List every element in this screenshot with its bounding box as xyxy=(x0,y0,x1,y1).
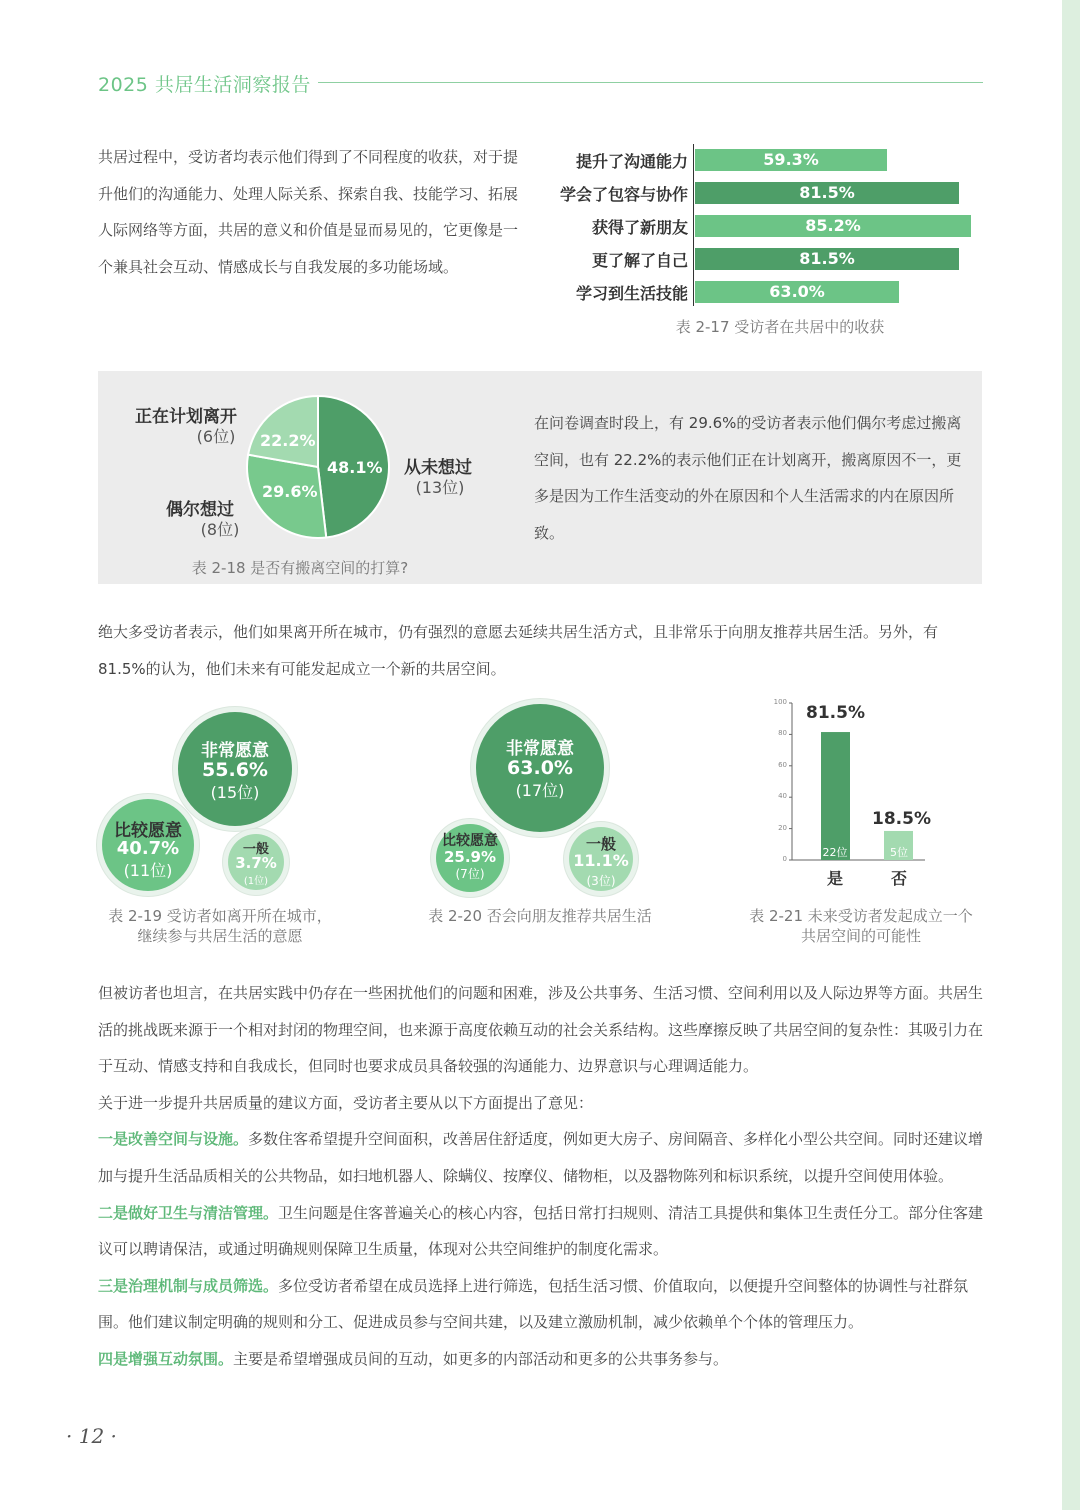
pie-label: 从未想过 xyxy=(404,458,472,478)
suggestion-text: 多数住客希望提升空间面积，改善居住舒适度，例如更大房子、房间隔音、多样化小型公共空间。同时还建议增加与提升生活品质相关的公共物品，如扫地机器人、除螨仪、按摩仪、储物柜，以及器物陈列和标识系统，以提升空间使用体验。 xyxy=(98,1130,984,1185)
pie-pct-label: 22.2% xyxy=(260,431,316,450)
y-tick-label: 20 xyxy=(778,823,787,832)
suggestion-text: 主要是希望增强成员间的互动，如更多的内部活动和更多的公共事务参与。 xyxy=(233,1349,729,1368)
pie-pct-label: 48.1% xyxy=(327,458,383,477)
bar-category-label: 是 xyxy=(827,869,844,888)
pie-count: (13位) xyxy=(415,478,465,497)
bar-value-label: 81.5% xyxy=(799,249,855,268)
bar-label: 学会了包容与协作 xyxy=(559,185,688,204)
chart-caption-line: 共居空间的可能性 xyxy=(800,927,921,945)
chart-caption: 表 2-17 受访者在共居中的收获 xyxy=(675,318,885,336)
page-header-title: 2025 共居生活洞察报告 xyxy=(98,74,311,96)
bar-label: 更了解了自己 xyxy=(591,251,688,270)
chart-caption: 表 2-20 否会向朋友推荐共居生活 xyxy=(428,907,652,925)
suggestion-4 xyxy=(98,1341,988,1378)
bubble-count: (15位) xyxy=(210,783,260,802)
bar-value-label: 18.5% xyxy=(872,809,931,829)
bar-value-label: 59.3% xyxy=(763,150,819,169)
bubble-count: (17位) xyxy=(515,781,565,800)
bubble-pct: 63.0% xyxy=(507,757,573,779)
bar-label: 学习到生活技能 xyxy=(575,284,688,303)
bar-label: 提升了沟通能力 xyxy=(575,152,688,171)
pie-label: 正在计划离开 xyxy=(135,407,237,427)
page-number: · 12 · xyxy=(66,1424,117,1448)
bubble-label: 比较愿意 xyxy=(114,821,182,841)
suggestion-title: 四是增强互动氛围。 xyxy=(98,1349,234,1368)
y-tick-label: 60 xyxy=(778,760,787,769)
bar xyxy=(821,732,850,860)
bar-value-label: 85.2% xyxy=(805,216,861,235)
bubble-count: (3位) xyxy=(586,874,616,888)
suggestion-text: 多位受访者希望在成员选择上进行筛选，包括生活习惯、价值取向，以便提升空间整体的协调性与社群氛围。他们建议制定明确的规则和分工、促进成员参与空间共建，以及建立激励机制，减少依赖单个个体的管理压力。 xyxy=(98,1276,969,1332)
bar-value-label: 81.5% xyxy=(799,183,855,202)
bubble-pct: 55.6% xyxy=(202,759,268,781)
bubble-pct: 3.7% xyxy=(235,854,277,872)
bubble-pct: 40.7% xyxy=(116,838,180,859)
chart-caption-line: 表 2-19 受访者如离开所在城市， xyxy=(108,907,332,925)
bar-label: 获得了新朋友 xyxy=(591,218,688,237)
y-tick-label: 40 xyxy=(778,792,787,801)
bubble-count: (11位) xyxy=(123,861,173,880)
intro-paragraph: 共居过程中，受访者均表示他们得到了不同程度的收获，对于提升他们的沟通能力、处理人际关系、探索自我、技能学习、拓展人际网络等方面，共居的意义和价值是显而易见的，它更像是一个兼具社会互动、情感成长与自我发展的多功能场域。 xyxy=(98,148,519,276)
bar-count-label: 5位 xyxy=(890,846,908,859)
chart-caption-line: 表 2-21 未来受访者发起成立一个 xyxy=(749,907,973,925)
pie-label: 偶尔想过 xyxy=(166,500,234,520)
y-tick-label: 0 xyxy=(782,855,787,863)
panel-paragraph: 在问卷调查时段上，有 29.6%的受访者表示他们偶尔考虑过搬离空间，也有 22.2%的表示他们正在计划离开，搬离原因不一，更多是因为工作生活变动的外在原因和个人生活需求的内在原因所致。 xyxy=(534,414,962,542)
bar-value-label: 63.0% xyxy=(769,282,825,301)
suggestion-text: 卫生问题是住客普遍关心的核心内容，包括日常打扫规则、清洁工具提供和集体卫生责任分工。部分住客建议可以聘请保洁，或通过明确规则保障卫生质量，体现对公共空间维护的制度化需求。 xyxy=(98,1203,984,1259)
bubble-label: 一般 xyxy=(242,842,269,857)
bubble-label: 非常愿意 xyxy=(201,741,269,761)
pie-count: (8位) xyxy=(200,520,240,539)
mid-paragraph: 绝大多受访者表示，他们如果离开所在城市，仍有强烈的意愿去延续共居生活方式，且非常乐于向朋友推荐共居生活。另外，有 81.5%的认为，他们未来有可能发起成立一个新的共居空间。 xyxy=(98,623,939,678)
pie-pct-label: 29.6% xyxy=(262,482,318,501)
body-text xyxy=(98,975,988,1378)
bar-category-label: 否 xyxy=(891,869,908,888)
y-tick-label: 100 xyxy=(773,698,787,706)
chart-caption: 表 2-18 是否有搬离空间的打算? xyxy=(191,559,409,577)
suggestion-title: 一是改善空间与设施。 xyxy=(98,1130,249,1149)
bubble-pct: 11.1% xyxy=(573,851,629,870)
y-tick-label: 80 xyxy=(778,729,787,738)
suggestion-1 xyxy=(98,1121,988,1194)
bar-value-label: 81.5% xyxy=(806,703,865,723)
pie-count: (6位) xyxy=(196,427,236,446)
suggestion-title: 三是治理机制与成员筛选。 xyxy=(98,1276,279,1295)
bubble-pct: 25.9% xyxy=(443,848,497,866)
bubble-count: (7位) xyxy=(455,867,485,881)
suggestion-title: 二是做好卫生与清洁管理。 xyxy=(98,1203,279,1222)
suggestion-2 xyxy=(98,1195,988,1268)
suggestion-3 xyxy=(98,1268,988,1341)
bubble-count: (1位) xyxy=(243,876,269,887)
bubble-label: 非常愿意 xyxy=(506,739,574,759)
body-paragraph: 但被访者也坦言，在共居实践中仍存在一些困扰他们的问题和困难，涉及公共事务、生活习惯、空间利用以及人际边界等方面。共居生活的挑战既来源于一个相对封闭的物理空间，也来源于高度依赖互动的社会关系结构。这些摩擦反映了共居空间的复杂性：其吸引力在于互动、情感支持和自我成长，但同时也要求成员具备较强的沟通能力、边界意识与心理调适能力。 xyxy=(98,984,984,1076)
bubble-label: 一般 xyxy=(585,835,616,853)
bubble-label: 比较愿意 xyxy=(442,833,498,849)
bar-count-label: 22位 xyxy=(822,846,848,859)
chart-caption-line: 继续参与共居生活的意愿 xyxy=(137,927,303,945)
body-paragraph: 关于进一步提升共居质量的建议方面，受访者主要从以下方面提出了意见： xyxy=(98,1093,594,1112)
